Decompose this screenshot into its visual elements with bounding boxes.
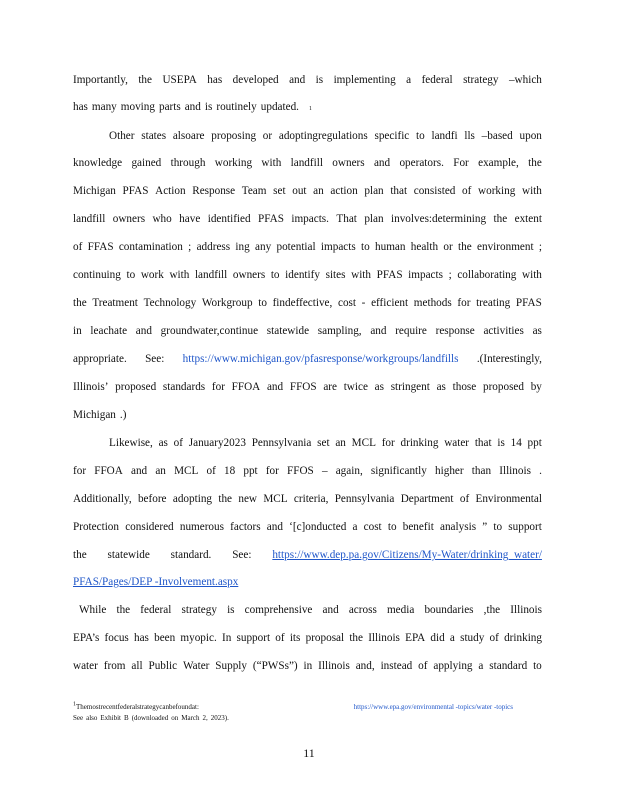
body-line: Importantly, the USEPA has developed and is implementing a federal strategy –which xyxy=(73,74,542,86)
page-number: 11 xyxy=(303,746,315,760)
epa-strategy-link[interactable]: https://www.epa.gov/environmental -topics/water -topics xyxy=(353,703,513,711)
body-line: has many moving parts and is routinely updated. 1 xyxy=(73,101,312,113)
footnote-line: $^1$Themostrecentfederalstrategycanbefoundat: https://www.epa.gov/environmental -topics/water -topics xyxy=(73,701,513,711)
body-line: Other states alsoare proposing or adoptingregulations specific to landfi lls –based upon xyxy=(109,130,542,142)
body-line: Additionally, before adopting the new MCL criteria, Pennsylvania Department of Environmental xyxy=(73,493,542,505)
pennsylvania-dep-link[interactable]: https://www.dep.pa.gov/Citizens/My-Water/drinking_water/ xyxy=(272,549,542,561)
michigan-landfills-link[interactable]: https://www.michigan.gov/pfasresponse/workgroups/landfills xyxy=(182,353,459,365)
body-line: Michigan PFAS Action Response Team set out an action plan that consisted of working with xyxy=(73,185,542,197)
body-line: in leachate and groundwater,continue statewide sampling, and require response activities as xyxy=(73,325,542,337)
body-line: continuing to work with landfill owners to identify sites with PFAS impacts ; collaborating with xyxy=(73,269,542,281)
body-line: the Treatment Technology Workgroup to findeffective, cost - efficient methods for treating PFAS xyxy=(73,297,542,309)
footnote-marker: 1 xyxy=(73,701,76,708)
body-line: for FFOA and an MCL of 18 ppt for FFOS – again, significantly higher than Illinois . xyxy=(73,465,542,477)
body-line: the statewide standard. See: https://www.dep.pa.gov/Citizens/My-Water/drinking_water/ xyxy=(73,549,542,561)
body-line: EPA’s focus has been myopic. In support of its proposal the Illinois EPA did a study of drinking xyxy=(73,632,542,644)
body-line xyxy=(73,575,542,589)
body-line: knowledge gained through working with landfill owners and operators. For example, the xyxy=(73,157,542,169)
body-line: Protection considered numerous factors and ‘[c]onducted a cost to benefit analysis ” to support xyxy=(73,521,542,533)
footnote-line: See also Exhibit B (downloaded on March 2, 2023). xyxy=(73,714,229,722)
body-line: Michigan .) xyxy=(73,409,127,421)
body-line: landfill owners who have identified PFAS impacts. That plan involves:determining the extent xyxy=(73,213,542,225)
pennsylvania-dep-link-continued[interactable]: PFAS/Pages/DEP -Involvement.aspx xyxy=(73,576,239,588)
body-line: Likewise, as of January2023 Pennsylvania set an MCL for drinking water that is 14 ppt xyxy=(109,437,542,449)
body-line: water from all Public Water Supply (“PWSs”) in Illinois and, instead of applying a standard to xyxy=(73,660,542,672)
body-line: of FFAS contamination ; address ing any potential impacts to human health or the environment ; xyxy=(73,241,542,253)
body-line: While the federal strategy is comprehensive and across media boundaries ,the Illinois xyxy=(79,604,542,616)
body-line: appropriate. See: https://www.michigan.gov/pfasresponse/workgroups/landfills .(Interestingly, xyxy=(73,353,542,365)
body-line: Illinois’ proposed standards for FFOA and FFOS are twice as stringent as those proposed by xyxy=(73,381,542,393)
